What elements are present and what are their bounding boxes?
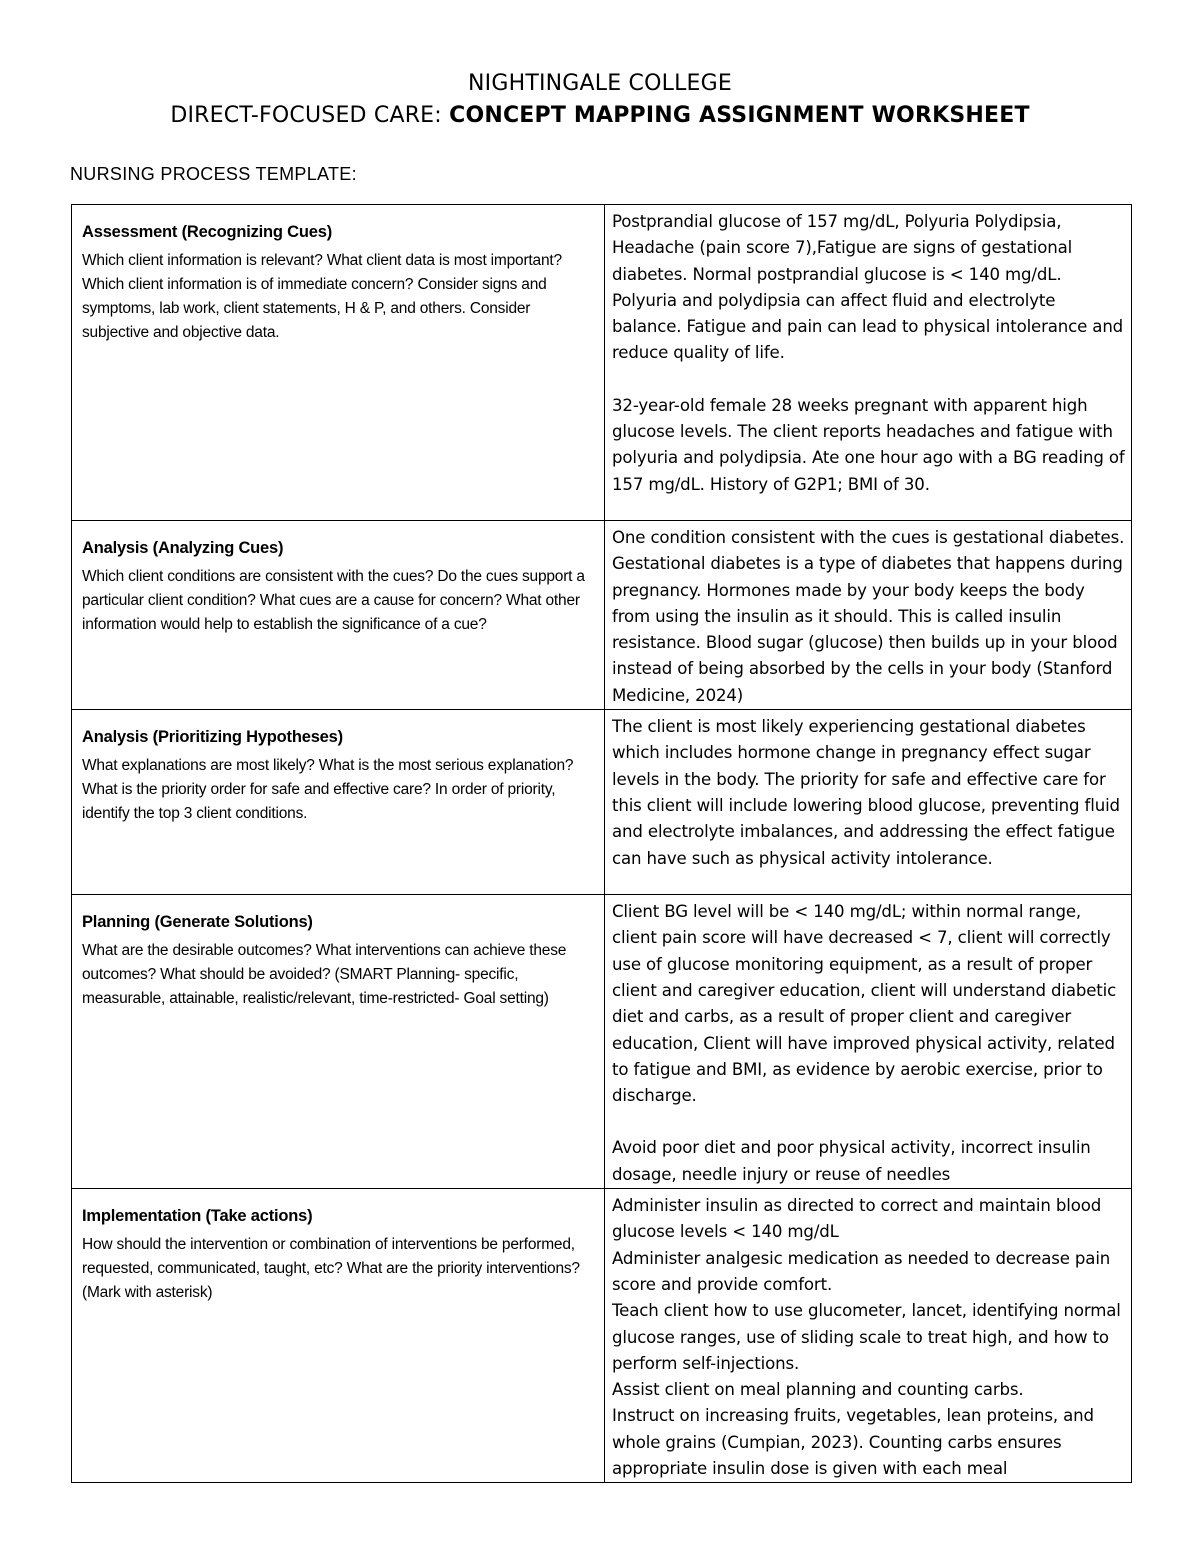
response-paragraph: 32-year-old female 28 weeks pregnant with apparent high glucose levels. The client reports headaches and fatigue with polyuria and polydipsia. Ate one hour ago with a BG reading of 157 mg/dL. History of G2P1; BMI of 30.	[612, 395, 1125, 494]
nursing-process-table	[71, 204, 1132, 1483]
worksheet-title-prefix: DIRECT-FOCUSED CARE:	[170, 103, 450, 128]
template-label: NURSING PROCESS TEMPLATE:	[70, 164, 357, 184]
intervention-line: Administer analgesic medication as needed to decrease pain score and provide comfort.	[612, 1248, 1111, 1294]
response-paragraph: One condition consistent with the cues is gestational diabetes. Gestational diabetes is a type of diabetes that happens during pregnancy. Hormones made by your body keeps the body from using the insulin as it should. This is called insulin resistance. Blood sugar (glucose) then builds up in your blood instead of being absorbed by the cells in your body (Stanford Medicine, 2024)	[612, 528, 1125, 705]
section-title: Analysis (Analyzing Cues)	[82, 539, 284, 557]
prompt-cell	[72, 710, 605, 895]
response-paragraph: Avoid poor diet and poor physical activity, incorrect insulin dosage, needle injury or reuse of needles	[612, 1138, 1091, 1184]
table-row-planning	[72, 895, 1132, 1189]
response-paragraph: Client BG level will be < 140 mg/dL; within normal range, client pain score will have decreased < 7, client will correctly use of glucose monitoring equipment, as a result of proper client and caregiver education, client will understand diabetic diet and carbs, as a result of proper client and caregiver education, Client will have improved physical activity, related to fatigue and BMI, as evidence by aerobic exercise, prior to discharge.	[612, 902, 1117, 1106]
section-title: Assessment (Recognizing Cues)	[82, 223, 333, 241]
college-title: NIGHTINGALE COLLEGE	[467, 71, 732, 96]
worksheet-title-bold: CONCEPT MAPPING ASSIGNMENT WORKSHEET	[449, 103, 1030, 128]
section-prompt: How should the intervention or combination of interventions be performed, requested, communicated, taught, etc? What are the priority interventions? (Mark with asterisk)	[82, 1236, 580, 1302]
worksheet-title	[0, 103, 1200, 128]
response-cell	[605, 1189, 1132, 1483]
intervention-line: Administer insulin as directed to correct and maintain blood glucose levels < 140 mg/dL	[612, 1196, 1102, 1242]
table-row-analyzing-cues	[72, 521, 1132, 710]
section-title: Implementation (Take actions)	[82, 1207, 313, 1226]
response-cell	[605, 205, 1132, 521]
prompt-cell	[72, 1189, 605, 1483]
section-prompt: What explanations are most likely? What is the most serious explanation? What is the priority order for safe and effective care? In order of priority, identify the top 3 client conditions.	[82, 757, 574, 823]
response-paragraph: The client is most likely experiencing gestational diabetes which includes hormone change in pregnancy effect sugar levels in the body. The priority for safe and effective care for this client will include lowering blood glucose, preventing fluid and electrolyte imbalances, and addressing the effect fatigue can have such as physical activity intolerance.	[612, 717, 1120, 868]
response-cell	[605, 521, 1132, 710]
prompt-cell	[72, 205, 605, 521]
section-prompt: Which client information is relevant? What client data is most important? Which client information is of immediate concern? Consider signs and symptoms, lab work, client statements, H & P, and others. Consider subjective and objective data.	[82, 252, 562, 341]
table-row-prioritizing	[72, 710, 1132, 895]
table-row-assessment	[72, 205, 1132, 521]
prompt-cell	[72, 521, 605, 710]
table-row-implementation	[72, 1189, 1132, 1483]
response-cell	[605, 895, 1132, 1189]
intervention-line: Instruct on increasing fruits, vegetables, lean proteins, and whole grains (Cumpian, 2023). Counting carbs ensures appropriate insulin dose is given with each meal	[612, 1406, 1094, 1479]
prompt-cell	[72, 895, 605, 1189]
section-title: Analysis (Prioritizing Hypotheses)	[82, 728, 343, 747]
response-cell	[605, 710, 1132, 895]
section-title: Planning (Generate Solutions)	[82, 913, 313, 932]
section-prompt: Which client conditions are consistent with the cues? Do the cues support a particular client condition? What cues are a cause for concern? What other information would help to establish the significance of a cue?	[82, 568, 585, 633]
intervention-line: Assist client on meal planning and counting carbs.	[612, 1380, 1024, 1400]
intervention-line: Teach client how to use glucometer, lancet, identifying normal glucose ranges, use of sliding scale to treat high, and how to perform self-injections.	[612, 1301, 1121, 1373]
response-paragraph: Postprandial glucose of 157 mg/dL, Polyuria Polydipsia, Headache (pain score 7),Fatigue are signs of gestational diabetes. Normal postprandial glucose is < 140 mg/dL. Polyuria and polydipsia can affect fluid and electrolyte balance. Fatigue and pain can lead to physical intolerance and reduce quality of life.	[612, 212, 1124, 363]
section-prompt: What are the desirable outcomes? What interventions can achieve these outcomes? What should be avoided? (SMART Planning- specific, measurable, attainable, realistic/relevant, time-restricted- Goal setting)	[82, 942, 567, 1008]
